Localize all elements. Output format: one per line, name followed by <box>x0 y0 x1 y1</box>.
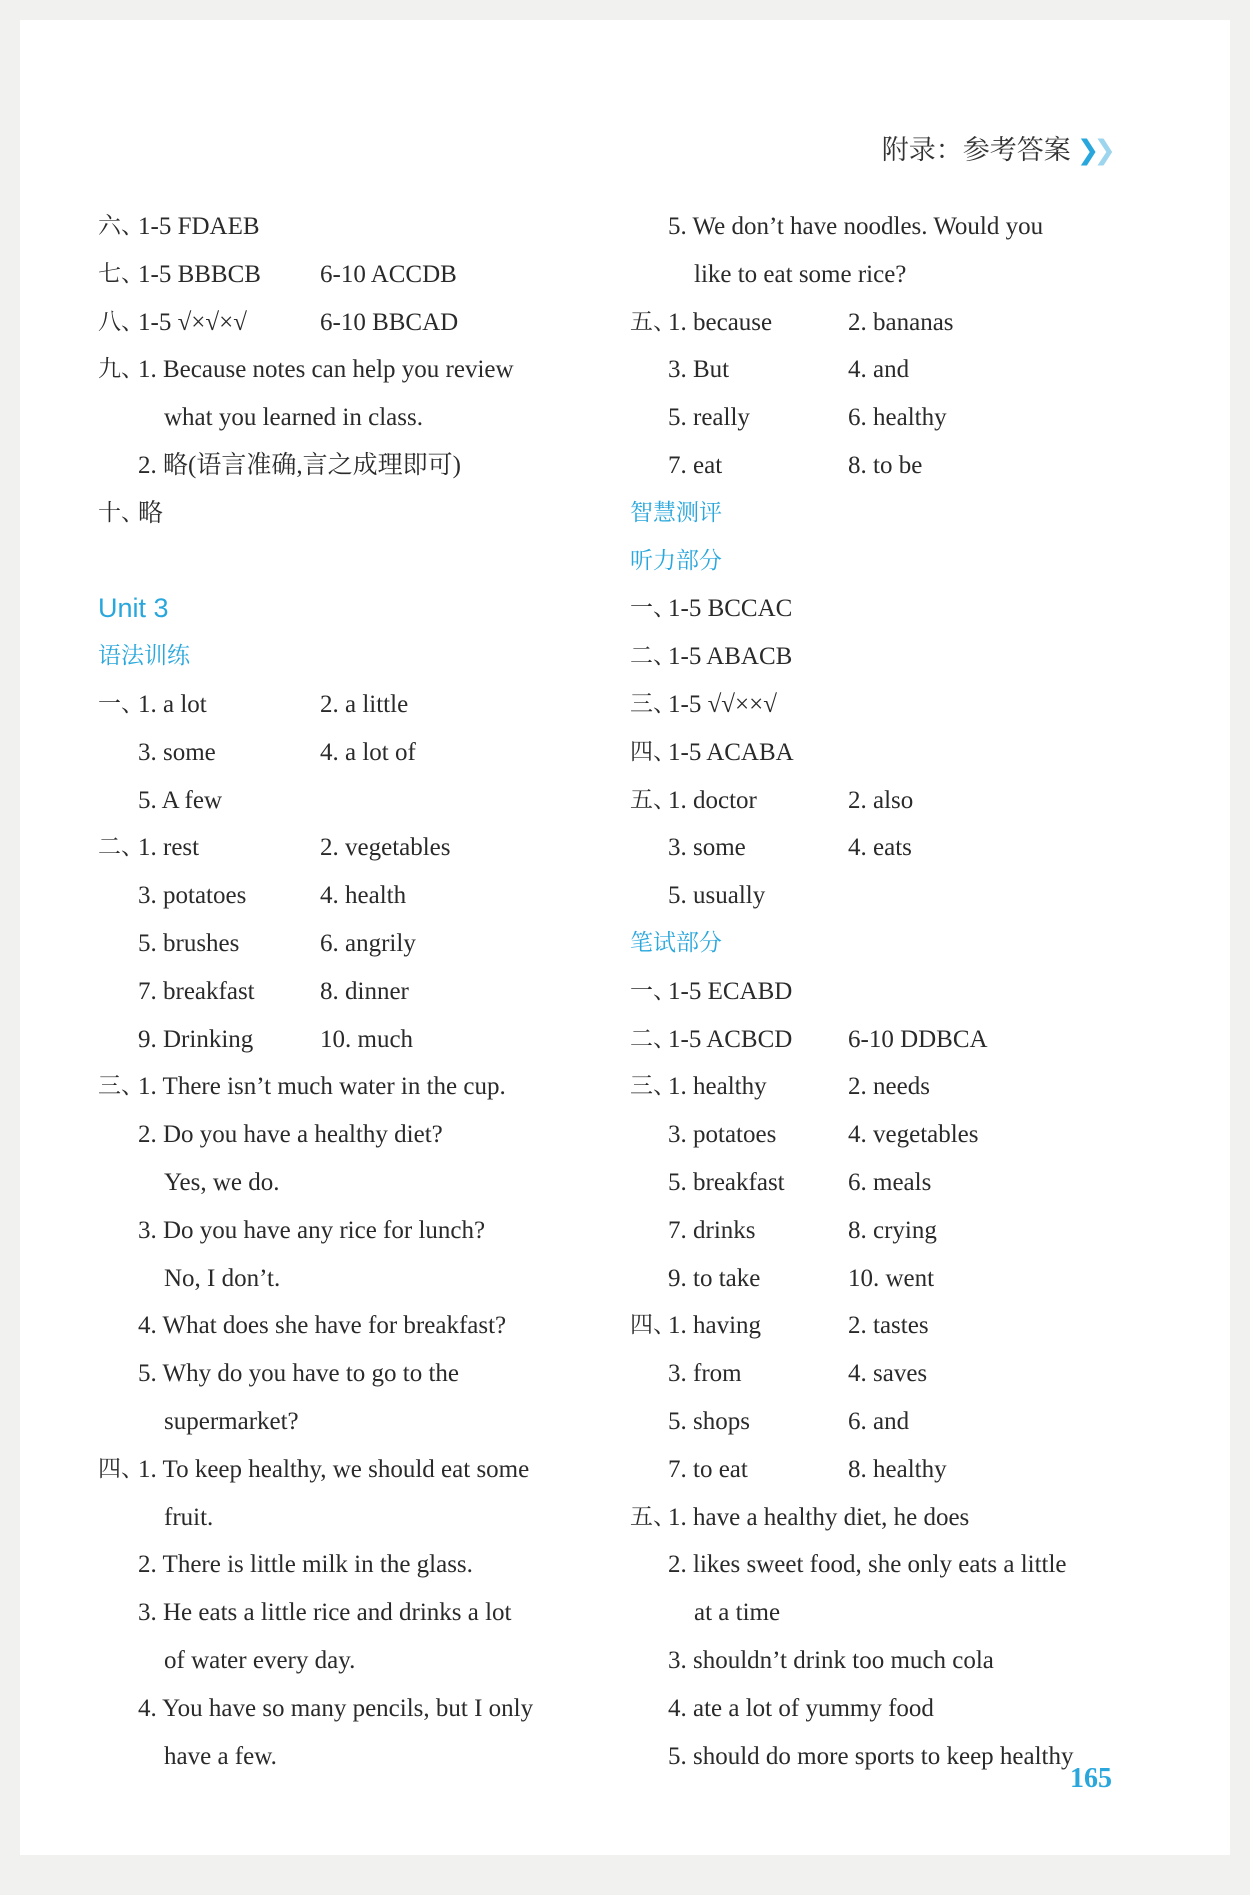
answer-a: 1-5 ACBCD <box>668 1025 793 1053</box>
answer-a: 1. doctor <box>668 786 757 814</box>
answer-a: 5. shops <box>668 1407 750 1435</box>
question-marker: 三、 <box>630 690 676 717</box>
answer-a: 9. Drinking <box>138 1025 254 1053</box>
answer-a: 1. have a healthy diet, he does <box>668 1503 970 1531</box>
answer-row <box>98 1446 628 1494</box>
question-marker: 二、 <box>630 1025 676 1052</box>
answer-row <box>630 920 1190 968</box>
answer-a: 2. There is little milk in the glass. <box>138 1551 473 1579</box>
answer-a: 4. You have so many pencils, but I only <box>138 1694 534 1722</box>
answer-b: 4. vegetables <box>848 1121 979 1149</box>
section-heading: 语法训练 <box>98 643 190 670</box>
answer-row <box>630 1589 1190 1637</box>
question-marker: 七、 <box>98 260 144 287</box>
answer-a: 1-5 BBBCB <box>138 260 261 288</box>
answer-row <box>98 1494 628 1542</box>
answer-b: 6-10 ACCDB <box>320 260 457 288</box>
answer-row <box>98 968 628 1016</box>
answer-a: 1. having <box>668 1312 762 1340</box>
question-marker: 五、 <box>630 1503 676 1530</box>
answer-a: 1-5 ACABA <box>668 738 794 766</box>
question-marker: 二、 <box>630 643 676 670</box>
answer-a: 7. to eat <box>668 1455 748 1483</box>
answer-row <box>630 394 1190 442</box>
answer-b: 2. vegetables <box>320 834 451 862</box>
answer-row <box>98 203 628 251</box>
answer-a: 5. usually <box>668 882 766 910</box>
answer-row <box>630 1063 1190 1111</box>
answer-a: 5. should do more sports to keep healthy <box>668 1742 1074 1770</box>
answer-b: 2. needs <box>848 1073 930 1101</box>
answer-continuation: like to eat some rice? <box>694 260 907 288</box>
answer-row <box>630 442 1190 490</box>
answer-b: 4. and <box>848 356 910 384</box>
answer-row <box>98 394 628 442</box>
answer-a: 1-5 ECABD <box>668 977 793 1005</box>
answer-a: 1. To keep healthy, we should eat some <box>138 1455 530 1483</box>
answer-a: 7. drinks <box>668 1216 756 1244</box>
answer-a: 3. shouldn’t drink too much cola <box>668 1646 994 1674</box>
question-marker: 三、 <box>98 1073 144 1100</box>
answer-b: 8. crying <box>848 1216 937 1244</box>
answer-row <box>630 299 1190 347</box>
answer-a: 2. 略(语言准确,言之成理即可) <box>138 451 461 479</box>
answer-row <box>98 920 628 968</box>
answer-a: 3. from <box>668 1360 742 1388</box>
answer-row <box>630 1541 1190 1589</box>
answer-b: 6-10 DDBCA <box>848 1025 988 1053</box>
answer-a: 5. A few <box>138 786 223 814</box>
answer-row <box>98 1255 628 1303</box>
question-marker: 五、 <box>630 786 676 813</box>
answer-a: 1-5 ABACB <box>668 643 793 671</box>
answer-row <box>98 1685 628 1733</box>
answer-b: 8. dinner <box>320 977 409 1005</box>
answer-b: 6-10 BBCAD <box>320 308 459 336</box>
answer-row <box>630 729 1190 777</box>
answer-b: 6. and <box>848 1407 910 1435</box>
answer-row <box>630 490 1190 538</box>
answer-row <box>98 490 628 538</box>
answer-row <box>98 1302 628 1350</box>
answer-a: 1. Because notes can help you review <box>138 356 514 384</box>
question-marker: 三、 <box>630 1073 676 1100</box>
answer-row <box>630 585 1190 633</box>
answer-a: 5. breakfast <box>668 1168 785 1196</box>
answer-row <box>98 585 628 633</box>
answer-row <box>98 1016 628 1064</box>
answer-page <box>20 20 1230 1855</box>
question-marker: 八、 <box>98 308 144 335</box>
double-chevron-icon: ❯❯ <box>1076 135 1110 166</box>
answer-row <box>630 1159 1190 1207</box>
answer-b: 6. meals <box>848 1168 932 1196</box>
answer-a: 略 <box>138 499 164 527</box>
answer-row <box>630 1016 1190 1064</box>
answer-row <box>630 1685 1190 1733</box>
answer-continuation: what you learned in class. <box>164 404 423 432</box>
answer-a: 5. really <box>668 404 750 432</box>
answer-row <box>98 1589 628 1637</box>
answer-b: 2. tastes <box>848 1312 929 1340</box>
answer-row <box>630 346 1190 394</box>
answer-a: 3. Do you have any rice for lunch? <box>138 1216 486 1244</box>
section-heading: 笔试部分 <box>630 929 722 956</box>
answer-row <box>630 538 1190 586</box>
answer-a: 2. Do you have a healthy diet? <box>138 1121 443 1149</box>
answer-a: 7. breakfast <box>138 977 255 1005</box>
answer-a: 4. ate a lot of yummy food <box>668 1694 934 1722</box>
answer-row <box>630 1446 1190 1494</box>
left-column <box>98 203 628 1780</box>
answer-row <box>98 1207 628 1255</box>
answer-row <box>630 1207 1190 1255</box>
answer-b: 2. a little <box>320 690 409 718</box>
question-marker: 一、 <box>630 977 676 1004</box>
answer-continuation: of water every day. <box>164 1646 356 1674</box>
answer-row <box>98 681 628 729</box>
question-marker: 九、 <box>98 356 144 383</box>
answer-row <box>98 346 628 394</box>
answer-row <box>98 1111 628 1159</box>
answer-a: 3. But <box>668 356 730 384</box>
answer-b: 4. a lot of <box>320 738 416 766</box>
answer-row <box>98 633 628 681</box>
answer-a: 1. healthy <box>668 1073 767 1101</box>
answer-a: 2. likes sweet food, she only eats a little <box>668 1551 1067 1579</box>
answer-a: 5. brushes <box>138 929 240 957</box>
answer-row <box>630 1398 1190 1446</box>
answer-a: 1-5 √×√×√ <box>138 308 247 336</box>
answer-row <box>98 824 628 872</box>
answer-continuation: at a time <box>694 1599 781 1627</box>
answer-row <box>630 872 1190 920</box>
answer-a: 3. potatoes <box>668 1121 777 1149</box>
answer-b: 4. eats <box>848 834 912 862</box>
answer-row <box>630 203 1190 251</box>
answer-row <box>630 1302 1190 1350</box>
answer-row <box>630 251 1190 299</box>
answer-row <box>630 633 1190 681</box>
question-marker: 一、 <box>98 690 144 717</box>
answer-row <box>98 729 628 777</box>
answer-row <box>98 1350 628 1398</box>
question-marker: 一、 <box>630 595 676 622</box>
answer-b: 6. angrily <box>320 929 416 957</box>
answer-continuation: have a few. <box>164 1742 277 1770</box>
answer-continuation: supermarket? <box>164 1407 299 1435</box>
answer-b: 2. bananas <box>848 308 954 336</box>
answer-a: 1. rest <box>138 834 200 862</box>
answer-row <box>98 1733 628 1781</box>
answer-a: 3. some <box>668 834 746 862</box>
answer-b: 4. saves <box>848 1360 928 1388</box>
answer-continuation: No, I don’t. <box>164 1264 281 1292</box>
answer-a: 4. What does she have for breakfast? <box>138 1312 507 1340</box>
answer-a: 3. some <box>138 738 216 766</box>
answer-row <box>630 968 1190 1016</box>
answer-a: 3. potatoes <box>138 882 247 910</box>
answer-b: 10. went <box>848 1264 935 1292</box>
page-number: 165 <box>1070 1763 1112 1794</box>
page-header <box>882 128 1110 167</box>
answer-a: 1. There isn’t much water in the cup. <box>138 1073 506 1101</box>
answer-a: 3. He eats a little rice and drinks a lot <box>138 1599 512 1627</box>
answer-row <box>630 777 1190 825</box>
question-marker: 四、 <box>98 1455 144 1482</box>
question-marker: 四、 <box>630 1312 676 1339</box>
question-marker: 四、 <box>630 738 676 765</box>
answer-row <box>98 1063 628 1111</box>
answer-a: 5. We don’t have noodles. Would you <box>668 213 1044 240</box>
answer-row <box>630 1637 1190 1685</box>
answer-continuation: fruit. <box>164 1503 214 1531</box>
answer-a: 5. Why do you have to go to the <box>138 1360 460 1388</box>
answer-row <box>630 681 1190 729</box>
answer-row <box>98 1159 628 1207</box>
question-marker: 五、 <box>630 308 676 335</box>
answer-row <box>98 872 628 920</box>
section-heading: Unit 3 <box>98 593 169 624</box>
section-heading: 听力部分 <box>630 547 722 574</box>
answer-b: 8. healthy <box>848 1455 947 1483</box>
answer-row <box>630 1255 1190 1303</box>
answer-continuation: Yes, we do. <box>164 1168 280 1196</box>
answer-row <box>98 1541 628 1589</box>
answer-row <box>98 1637 628 1685</box>
answer-a: 1. a lot <box>138 690 207 718</box>
answer-a: 7. eat <box>668 451 723 479</box>
answer-a: 1. because <box>668 308 773 336</box>
right-column <box>630 203 1190 1780</box>
question-marker: 十、 <box>98 499 144 526</box>
answer-row <box>98 777 628 825</box>
answer-a: 1-5 FDAEB <box>138 213 260 240</box>
answer-a: 1-5 √√××√ <box>668 690 777 718</box>
answer-row <box>98 442 628 490</box>
question-marker: 二、 <box>98 834 144 861</box>
spacer <box>98 538 628 586</box>
answer-row <box>630 824 1190 872</box>
answer-a: 1-5 BCCAC <box>668 595 793 623</box>
answer-a: 9. to take <box>668 1264 761 1292</box>
answer-b: 6. healthy <box>848 404 947 432</box>
answer-b: 8. to be <box>848 451 923 479</box>
answer-b: 4. health <box>320 882 407 910</box>
header-title: 附录：参考答案 <box>881 135 1071 166</box>
answer-b: 10. much <box>320 1025 414 1053</box>
answer-row <box>98 299 628 347</box>
answer-row <box>98 1398 628 1446</box>
answer-row <box>98 251 628 299</box>
question-marker: 六、 <box>98 213 144 239</box>
section-heading: 智慧测评 <box>630 499 722 526</box>
answer-b: 2. also <box>848 786 914 814</box>
answer-row <box>630 1111 1190 1159</box>
answer-row <box>630 1494 1190 1542</box>
answer-row <box>630 1350 1190 1398</box>
